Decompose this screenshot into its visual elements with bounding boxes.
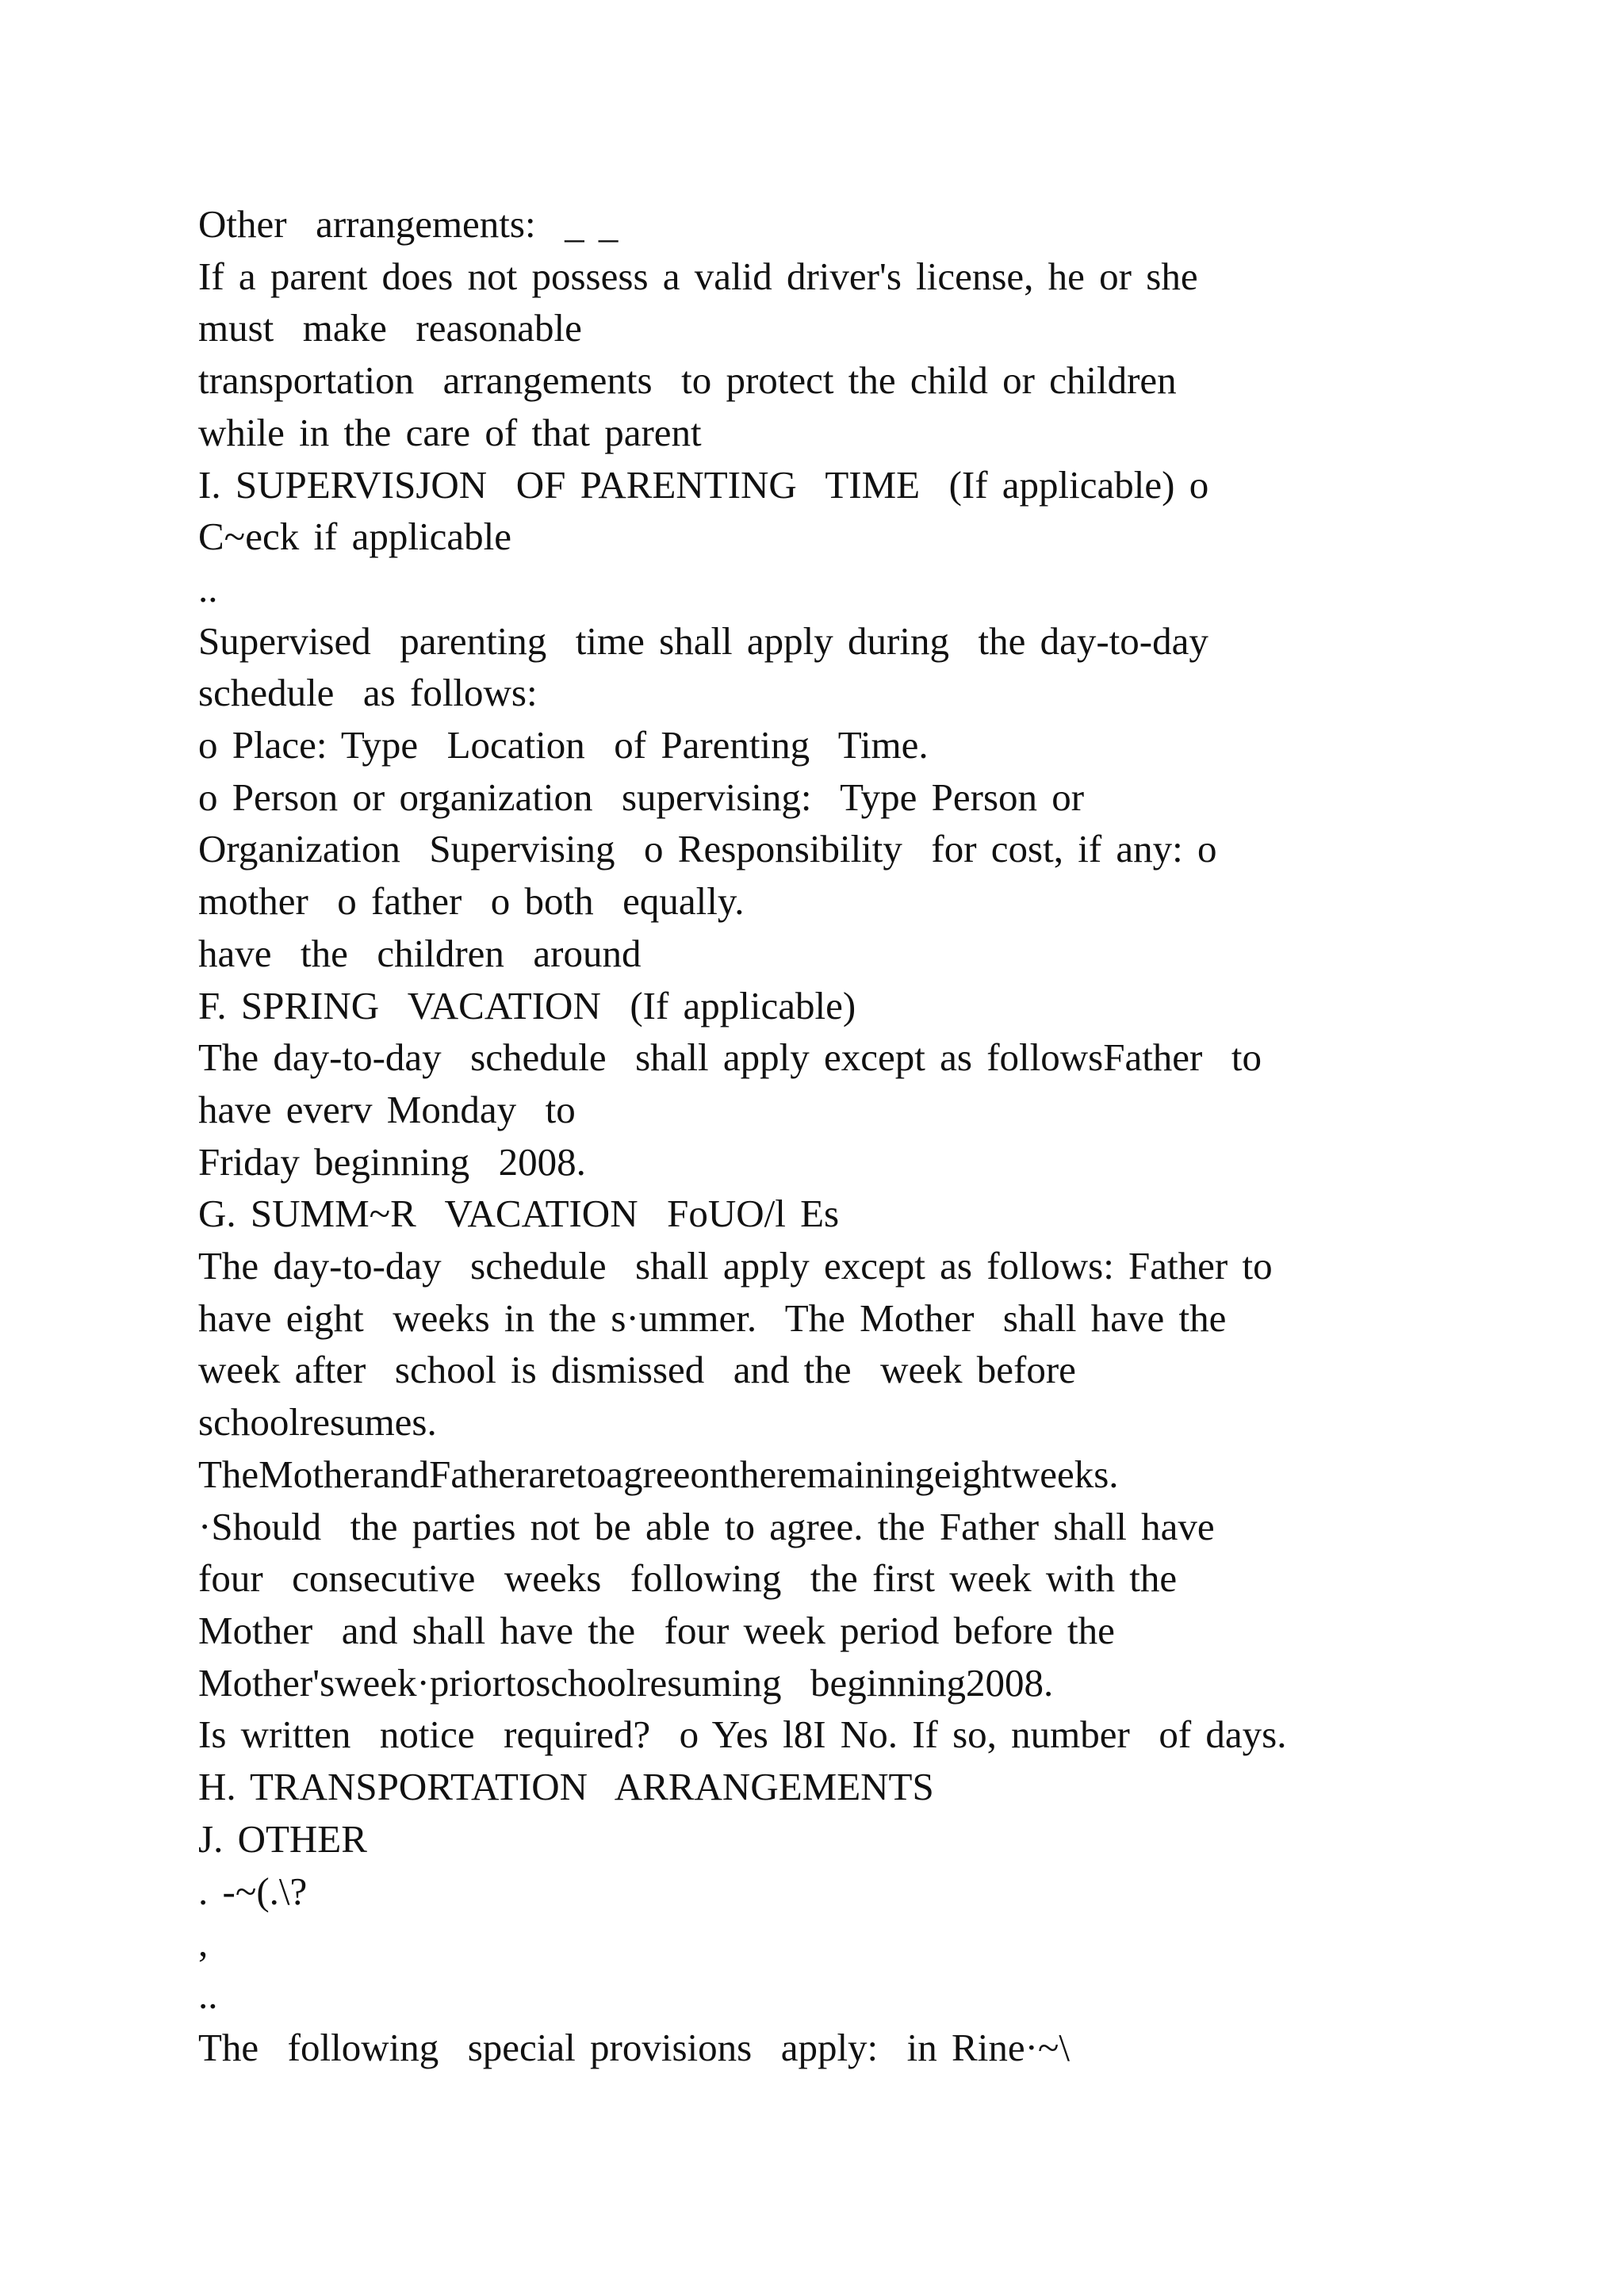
section-heading: H. TRANSPORTATION ARRANGEMENTS: [198, 1765, 934, 1809]
text-line: Organization Supervising o Responsibility for cost, if any: o: [198, 827, 1217, 871]
text-line: Other arrangements: _ _: [198, 202, 619, 246]
text-line: week after school is dismissed and the week before: [198, 1348, 1076, 1392]
text-line: TheMotherandFatheraretoagreeontheremainingeightweeks.: [198, 1452, 1119, 1496]
text-line: ..: [198, 1973, 218, 2017]
text-line: transportation arrangements to protect the child or children: [198, 358, 1177, 403]
text-line: Mother and shall have the four week period before the: [198, 1608, 1115, 1652]
section-heading: I. SUPERVISJON OF PARENTING TIME (If applicable) o: [198, 462, 1209, 507]
text-line: while in the care of that parent: [198, 410, 702, 454]
text-line: Mother'sweek·priortoschoolresuming beginning2008.: [198, 1660, 1054, 1705]
text-line: The day-to-day schedule shall apply except as followsFather to: [198, 1035, 1262, 1080]
text-line: have everv Monday to: [198, 1087, 576, 1131]
text-line: If a parent does not possess a valid driver's license, he or she: [198, 254, 1198, 298]
text-line: ..: [198, 566, 218, 610]
text-line: ·Should the parties not be able to agree. the Father shall have: [198, 1504, 1215, 1548]
text-line: o Person or organization supervising: Type Person or: [198, 775, 1085, 819]
section-heading: J. OTHER: [198, 1816, 367, 1861]
text-line: o Place: Type Location of Parenting Time.: [198, 723, 929, 767]
text-line: The day-to-day schedule shall apply except as follows: Father to: [198, 1244, 1273, 1288]
document-body: [198, 198, 1467, 2073]
text-line: The following special provisions apply: in Rine·~\: [198, 2025, 1071, 2069]
text-line: four consecutive weeks following the first week with the: [198, 1556, 1178, 1601]
text-line: have eight weeks in the s·ummer. The Mother shall have the: [198, 1295, 1227, 1340]
text-line: ,: [198, 1921, 209, 1965]
text-line: must make reasonable: [198, 306, 582, 350]
section-heading: G. SUMM~R VACATION FoUO/l Es: [198, 1192, 840, 1236]
text-line: Friday beginning 2008.: [198, 1139, 586, 1184]
text-line: . -~(.\?: [198, 1869, 308, 1913]
text-line: schoolresumes.: [198, 1400, 437, 1445]
text-line: C~eck if applicable: [198, 515, 511, 559]
text-line: schedule as follows:: [198, 671, 538, 715]
text-line: have the children around: [198, 931, 642, 975]
text-line: Is written notice required? o Yes l8I No. If so, number of days.: [198, 1712, 1287, 1757]
text-line: mother o father o both equally.: [198, 879, 745, 924]
text-line: Supervised parenting time shall apply during the day-to-day: [198, 618, 1208, 663]
section-heading: F. SPRING VACATION (If applicable): [198, 983, 856, 1027]
